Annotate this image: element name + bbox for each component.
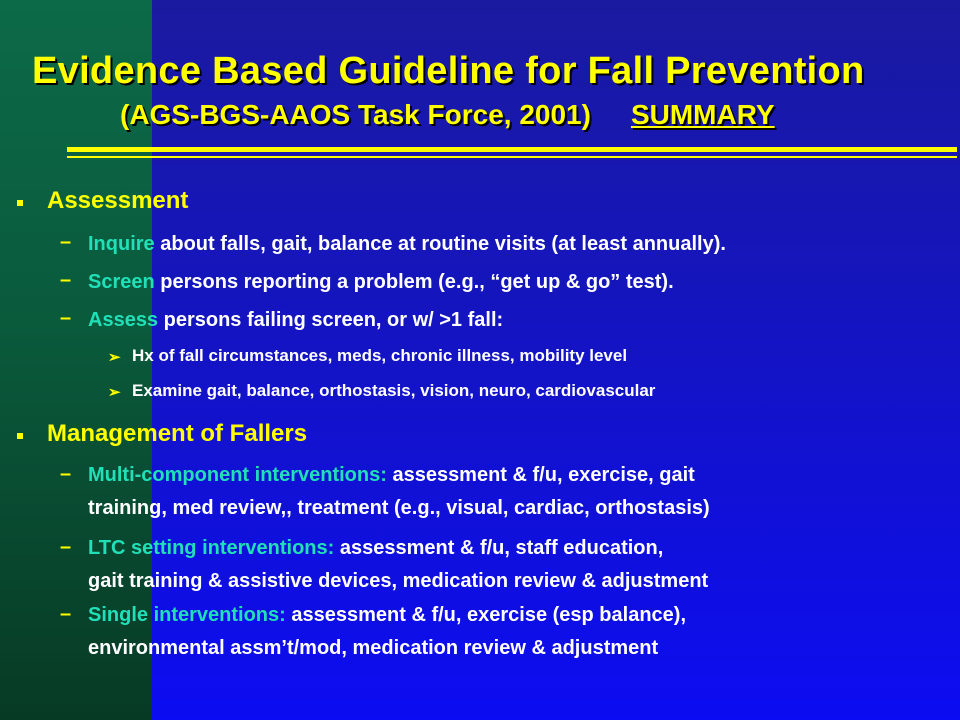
slide-subtitle (120, 99, 775, 131)
list-item: Screen persons reporting a problem (e.g., “get up & go” test). (88, 271, 674, 293)
list-item: Multi-component interventions: assessment & f/u, exercise, gait training, med review,, treatment (e.g., visual, cardiac, orthostasis) (88, 464, 710, 519)
dash-icon: – (60, 269, 72, 291)
arrow-bullet-icon: ➢ (108, 384, 121, 401)
dash-icon: – (60, 231, 72, 253)
sub-list-item: Hx of fall circumstances, meds, chronic illness, mobility level (132, 346, 628, 365)
title-rule-thin (67, 156, 957, 158)
arrow-bullet-icon: ➢ (108, 349, 121, 366)
summary-label: SUMMARY (630, 99, 775, 130)
square-bullet-icon (17, 433, 23, 439)
list-item: Inquire about falls, gait, balance at routine visits (at least annually). (88, 233, 726, 255)
dash-icon: – (60, 536, 72, 558)
sub-list-item: Examine gait, balance, orthostasis, vision, neuro, cardiovascular (132, 381, 656, 400)
section-heading-assessment: Assessment (47, 187, 189, 214)
dash-icon: – (60, 307, 72, 329)
list-item: LTC setting interventions: assessment & f/u, staff education, gait training & assistive devices, medication review & adjustment (88, 537, 709, 592)
subtitle-source: (AGS-BGS-AAOS Task Force, 2001) (120, 99, 591, 130)
section-heading-management: Management of Fallers (47, 420, 308, 447)
title-rule-thick (67, 147, 957, 152)
square-bullet-icon (17, 200, 23, 206)
list-item: Assess persons failing screen, or w/ >1 fall: (88, 309, 504, 331)
slide-title: Evidence Based Guideline for Fall Prevention (32, 50, 865, 92)
dash-icon: – (60, 603, 72, 625)
dash-icon: – (60, 463, 72, 485)
list-item: Single interventions: assessment & f/u, exercise (esp balance), environmental assm’t/mod, medication review & adjustment (88, 604, 687, 659)
